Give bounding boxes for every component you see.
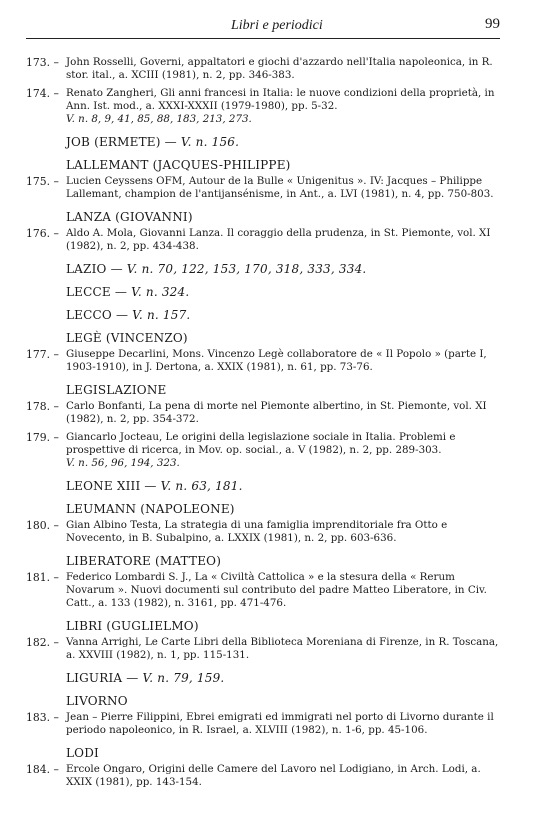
bibliography-entry: [26, 711, 500, 737]
bibliography-entry: [26, 87, 500, 126]
subject-cross-reference: [26, 136, 500, 149]
subject-heading: LIBERATORE (MATTEO): [66, 554, 222, 568]
entry-number: 182. –: [26, 636, 59, 649]
bibliography-entry: [26, 56, 500, 82]
entry-number: 174. –: [26, 87, 59, 100]
entry-number: 175. –: [26, 175, 59, 188]
entry-citation: Ercole Ongaro, Origini delle Camere del Lavoro nel Lodigiano, in Arch. Lodi, a. XXIX (1981), pp. 143-154.: [66, 763, 481, 788]
entry-number: 173. –: [26, 56, 59, 69]
bibliography-entry: [26, 763, 500, 789]
subject-heading: LANZA (GIOVANNI): [66, 210, 193, 224]
page-header: [26, 16, 500, 39]
entry-number: 177. –: [26, 348, 59, 361]
bibliography-list: [26, 56, 500, 794]
subject-heading: JOB (ERMETE): [66, 135, 161, 149]
subject-cross-reference: [26, 286, 500, 299]
entry-number: 183. –: [26, 711, 59, 724]
see-also-reference: — V. n. 324.: [114, 285, 190, 299]
entry-citation: Vanna Arrighi, Le Carte Libri della Biblioteca Moreniana di Firenze, in R. Toscana, a. XXVIII (1982), n. 1, pp. 115-131.: [66, 636, 499, 661]
see-also-reference: — V. n. 63, 181.: [144, 479, 243, 493]
entry-citation: Giuseppe Decarlini, Mons. Vincenzo Legè collaboratore de « Il Popolo » (parte I, 1903-1910), in J. Dertona, a. XXIX (1981), n. 61, pp. 73-76.: [66, 348, 487, 373]
subject-cross-reference: [26, 263, 500, 276]
subject-heading: LIVORNO: [66, 694, 128, 708]
entry-citation: Carlo Bonfanti, La pena di morte nel Piemonte albertino, in St. Piemonte, vol. XI (1982), n. 2, pp. 354-372.: [66, 400, 487, 425]
see-also-reference: V. n. 8, 9, 41, 85, 88, 183, 213, 273.: [66, 113, 252, 125]
entry-number: 176. –: [26, 227, 59, 240]
running-title: Libri e periodici: [231, 18, 323, 33]
subject-heading: LALLEMANT (JACQUES-PHILIPPE): [66, 158, 291, 172]
subject-heading: LECCE: [66, 285, 111, 299]
entry-number: 180. –: [26, 519, 59, 532]
page-number: 99: [485, 16, 500, 32]
bibliography-entry: [26, 227, 500, 253]
subject-heading: LAZIO: [66, 262, 107, 276]
entry-number: 179. –: [26, 431, 59, 444]
entry-citation: Renato Zangheri, Gli anni francesi in Italia: le nuove condizioni della proprietà, in Ann. Ist. mod., a. XXXI-XXXII (1979-1980), pp. 5-32.: [66, 87, 495, 112]
bibliography-entry: [26, 571, 500, 610]
see-also-reference: — V. n. 70, 122, 153, 170, 318, 333, 334.: [110, 262, 367, 276]
subject-heading: LIGURIA: [66, 671, 123, 685]
subject-heading: LEUMANN (NAPOLEONE): [66, 502, 235, 516]
bibliography-entry: [26, 400, 500, 426]
entry-citation: Jean – Pierre Filippini, Ebrei emigrati ed immigrati nel porto di Livorno durante il periodo napoleonico, in R. Israel, a. XLVIII (1982), n. 1-6, pp. 45-106.: [66, 711, 494, 736]
entry-number: 178. –: [26, 400, 59, 413]
subject-heading: LECCO: [66, 308, 112, 322]
subject-heading: LEGÈ (VINCENZO): [66, 331, 188, 345]
bibliography-entry: [26, 636, 500, 662]
see-also-reference: V. n. 56, 96, 194, 323.: [66, 457, 180, 469]
subject-heading: LEGISLAZIONE: [66, 383, 167, 397]
bibliography-entry: [26, 431, 500, 470]
entry-citation: John Rosselli, Governi, appaltatori e giochi d'azzardo nell'Italia napoleonica, in R. stor. ital., a. XCIII (1981), n. 2, pp. 346-383.: [66, 56, 493, 81]
subject-cross-reference: [26, 309, 500, 322]
entry-citation: Aldo A. Mola, Giovanni Lanza. Il coraggio della prudenza, in St. Piemonte, vol. XI (1982), n. 2, pp. 434-438.: [66, 227, 491, 252]
see-also-reference: — V. n. 156.: [164, 135, 240, 149]
subject-heading: LODI: [66, 746, 99, 760]
entry-citation: Gian Albino Testa, La strategia di una famiglia imprenditoriale fra Otto e Novecento, in B. Subalpino, a. LXXIX (1981), n. 2, pp. 603-636.: [66, 519, 448, 544]
bibliography-entry: [26, 519, 500, 545]
see-also-reference: — V. n. 79, 159.: [126, 671, 225, 685]
subject-heading: LEONE XIII: [66, 479, 141, 493]
entry-citation: Federico Lombardi S. J., La « Civiltà Cattolica » e la stesura della « Rerum Novarum ». Nuovi documenti sul contributo del padre Matteo Liberatore, in Civ. Catt., a. 133 (1982), n. 3161, pp. 471-476.: [66, 571, 487, 609]
entry-citation: Giancarlo Jocteau, Le origini della legislazione sociale in Italia. Problemi e prospettive di ricerca, in Mov. op. social., a. V (1982), n. 2, pp. 289-303.: [66, 431, 456, 456]
bibliography-entry: [26, 348, 500, 374]
subject-heading: LIBRI (GUGLIELMO): [66, 619, 199, 633]
bibliography-entry: [26, 175, 500, 201]
entry-number: 184. –: [26, 763, 59, 776]
subject-cross-reference: [26, 480, 500, 493]
entry-citation: Lucien Ceyssens OFM, Autour de la Bulle « Unigenitus ». IV: Jacques – Philippe Lallemant, champion de l'antijansénisme, in Ant., a. LVI (1981), n. 4, pp. 750-803.: [66, 175, 494, 200]
see-also-reference: — V. n. 157.: [115, 308, 191, 322]
subject-cross-reference: [26, 672, 500, 685]
entry-number: 181. –: [26, 571, 59, 584]
